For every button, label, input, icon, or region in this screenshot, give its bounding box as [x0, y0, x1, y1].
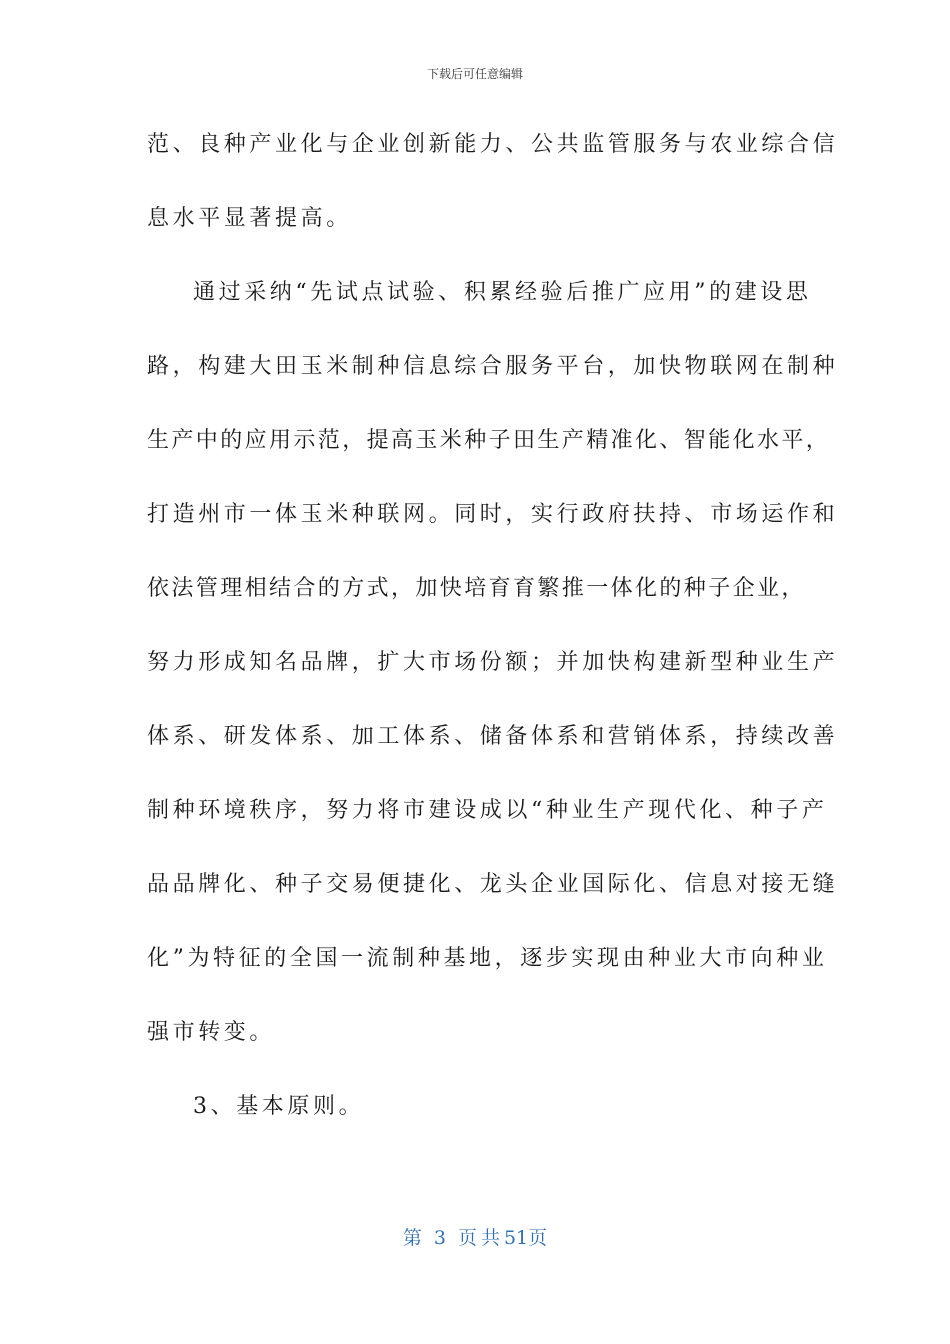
- footer-middle: 页: [457, 1227, 477, 1249]
- paragraph-line: 生产中的应用示范，提高玉米种子田生产精准化、智能化水平，: [147, 428, 831, 453]
- paragraph-line: 强市转变。: [147, 1020, 276, 1045]
- paragraph-line: 化”为特征的全国一流制种基地，逐步实现由种业大市向种业: [147, 946, 828, 971]
- footer-total-label: 共: [480, 1227, 500, 1249]
- paragraph-line: 打造州市一体玉米种联网。同时，实行政府扶持、市场运作和: [147, 502, 839, 527]
- paragraph-line: 制种环境秩序，努力将市建设成以“种业生产现代化、种子产: [147, 798, 828, 823]
- paragraph-line: 息水平显著提高。: [147, 206, 352, 231]
- page-footer: [0, 1226, 950, 1250]
- paragraph-line: 体系、研发体系、加工体系、储备体系和营销体系，持续改善: [147, 724, 839, 749]
- paragraph-line: 依法管理相结合的方式，加快培育育繁推一体化的种子企业，: [147, 576, 806, 601]
- document-body: [147, 108, 839, 1144]
- paragraph-line: 范、良种产业化与企业创新能力、公共监管服务与农业综合信: [147, 132, 839, 157]
- header-text: 下载后可任意编辑: [426, 67, 523, 81]
- section-heading: 3、基本原则。: [193, 1094, 365, 1119]
- total-pages: 51页: [503, 1227, 548, 1249]
- paragraph-line: 通过采纳“先试点试验、积累经验后推广应用”的建设思: [193, 280, 812, 305]
- page-header: [0, 66, 950, 82]
- paragraph-line: 路，构建大田玉米制种信息综合服务平台，加快物联网在制种: [147, 354, 839, 379]
- paragraph-line: 品品牌化、种子交易便捷化、龙头企业国际化、信息对接无缝: [147, 872, 839, 897]
- current-page-number: 3: [433, 1227, 446, 1249]
- paragraph-line: 努力形成知名品牌，扩大市场份额；并加快构建新型种业生产: [147, 650, 839, 675]
- footer-prefix: 第: [402, 1227, 422, 1249]
